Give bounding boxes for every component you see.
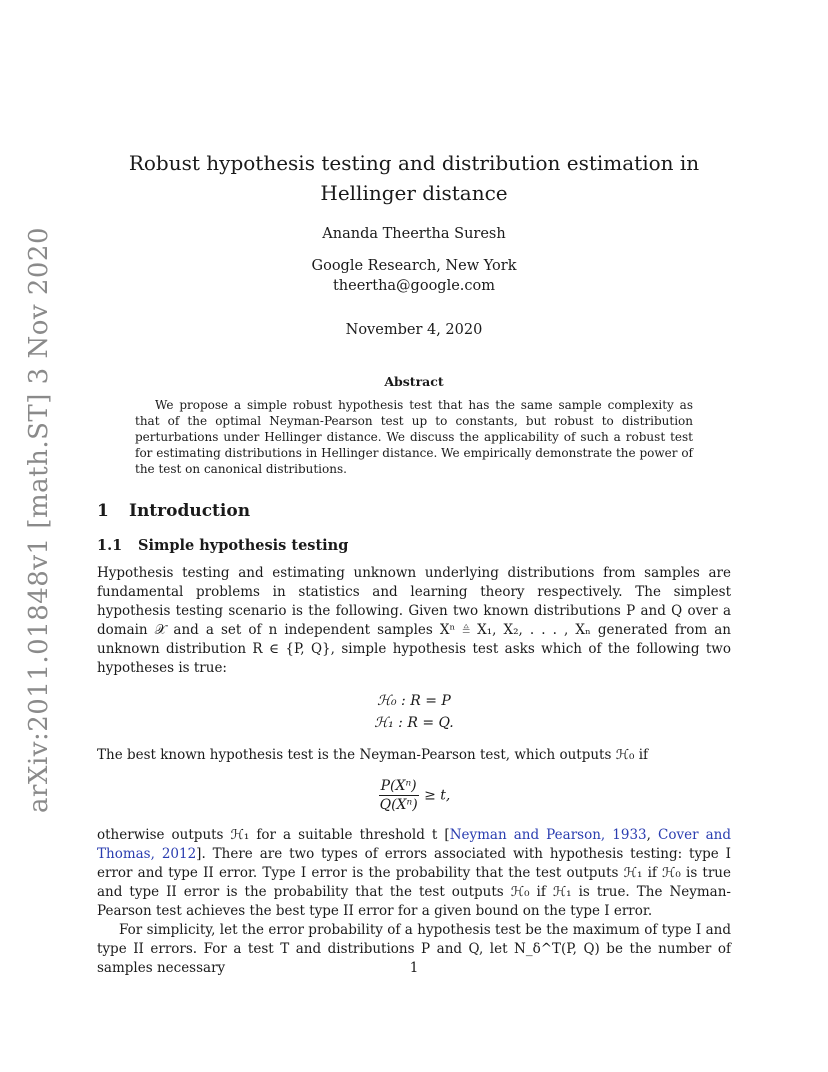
subsection-number: 1.1 <box>97 537 123 554</box>
page-number: 1 <box>409 960 419 976</box>
paragraph-1: Hypothesis testing and estimating unknown underlying distributions from samples are fundamental problems in statistics and learning theory respectively. The simplest hypothesis testing scenario is the following. Given two known distributions P and Q over a domain 𝒳 and a set of n independent samples Xⁿ ≜ X₁, X₂, . . . , Xₙ generated from an unknown distribution R ∈ {P, Q}, simple hypothesis test asks which of the following two hypotheses is true: <box>97 565 731 676</box>
hypothesis-h1: ℋ₁ : R = Q. <box>374 715 454 731</box>
author-email: theertha@google.com <box>332 278 496 294</box>
likelihood-ratio-fraction <box>378 777 420 814</box>
paragraph-3 <box>97 826 731 921</box>
paper-date: November 4, 2020 <box>345 322 483 338</box>
section-title: Introduction <box>129 501 251 521</box>
affiliation-block <box>97 256 731 296</box>
section-heading <box>97 501 731 521</box>
arxiv-identifier: arXiv:2011.01848v1 [math.ST] 3 Nov 2020 <box>24 227 54 813</box>
fraction-numerator: P(Xⁿ) <box>380 778 417 794</box>
abstract-text: We propose a simple robust hypothesis test that has the same sample complexity as that of the optimal Neyman-Pearson test up to constants, but robust to distribution perturbations under Hellinger distance. We discuss the applicability of such a robust test for estimating distributions in Hellinger distance. We empirically demonstrate the power of the test on canonical distributions. <box>135 398 693 476</box>
section-number: 1 <box>97 501 109 521</box>
subsection-title: Simple hypothesis testing <box>138 537 349 554</box>
paper-title: Robust hypothesis testing and distribution estimation in Hellinger distance <box>128 151 700 205</box>
paragraph-3-start: otherwise outputs ℋ₁ for a suitable threshold t [ <box>97 827 450 843</box>
citation-neyman-pearson[interactable]: Neyman and Pearson, 1933 <box>449 827 647 843</box>
paragraph-2: The best known hypothesis test is the Neyman-Pearson test, which outputs ℋ₀ if <box>97 747 649 763</box>
paragraph-3-rest: ]. There are two types of errors associated with hypothesis testing: type I error and type II error. Type I error is the probability that the test outputs ℋ₁ if ℋ₀ is true and type II error is the probability that the test outputs ℋ₀ if ℋ₁ is true. The Neyman-Pearson test achieves the best type II error for a given bound on the type I error. <box>97 846 731 919</box>
paragraph-4: For simplicity, let the error probability of a hypothesis test be the maximum of type I and type II errors. For a test T and distributions P and Q, let N_δ^T(P, Q) be the number of samples necessary <box>97 922 731 976</box>
likelihood-ratio-equation <box>97 777 731 814</box>
hypotheses-equation <box>97 690 731 734</box>
affiliation: Google Research, New York <box>311 258 517 274</box>
abstract-heading: Abstract <box>384 374 444 389</box>
paper-page <box>97 148 731 978</box>
fraction-denominator: Q(Xⁿ) <box>379 797 418 813</box>
subsection-heading <box>97 537 731 554</box>
arxiv-sidebar <box>14 227 64 813</box>
hypothesis-h0: ℋ₀ : R = P <box>377 693 451 709</box>
threshold-inequality: ≥ t, <box>419 787 451 804</box>
author-name: Ananda Theertha Suresh <box>322 226 506 242</box>
citation-cover-thomas[interactable]: Cover and Thomas, 2012 <box>97 827 731 862</box>
citation-separator: , <box>646 827 658 843</box>
